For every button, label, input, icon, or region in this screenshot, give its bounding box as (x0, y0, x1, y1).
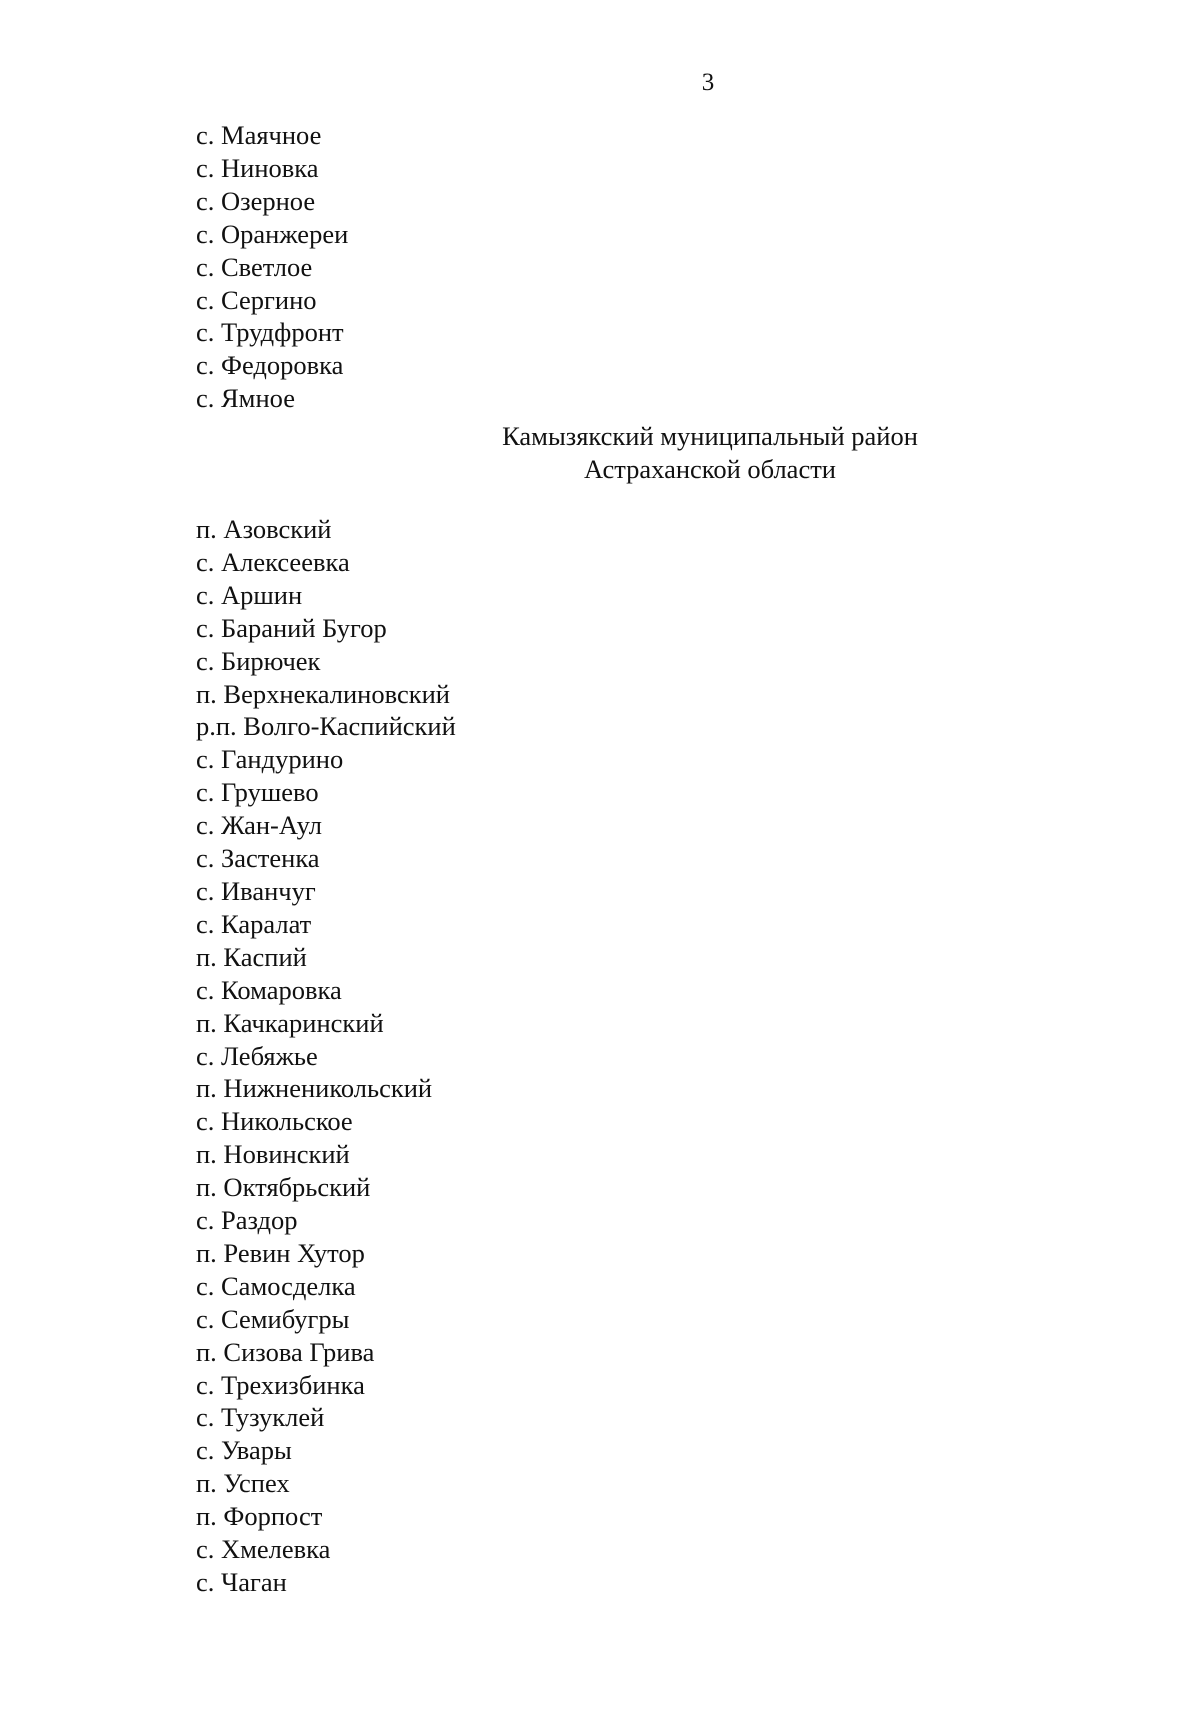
settlement-list-item: п. Верхнекалиновский (196, 678, 450, 709)
settlement-list-item: с. Чаган (196, 1567, 287, 1597)
settlement-list-item: с. Федоровка (196, 350, 344, 381)
district-title-line-2: Астраханской области (584, 454, 836, 484)
settlement-list-item: с. Хмелевка (196, 1534, 331, 1565)
settlement-list-item: с. Ямное (196, 383, 295, 414)
settlement-list-item: с. Грушево (196, 777, 319, 808)
settlement-list-item: с. Жан-Аул (196, 810, 322, 841)
settlement-list-item: п. Ревин Хутор (196, 1237, 365, 1268)
settlement-list-item: с. Аршин (196, 579, 303, 610)
settlement-list-item: с. Застенка (196, 843, 320, 874)
settlement-list-item: п. Октябрьский (196, 1172, 371, 1203)
settlement-list-item: п. Качкаринский (196, 1007, 384, 1038)
settlement-list-item: п. Форпост (196, 1501, 323, 1532)
settlement-list-item: с. Комаровка (196, 974, 342, 1005)
page-number: 3 (701, 69, 715, 96)
district-title-line-1: Камызякский муниципальный район (502, 421, 918, 451)
settlement-list-item: с. Ниновка (196, 152, 319, 183)
settlement-list-item: п. Азовский (196, 514, 332, 544)
settlement-list-item: с. Трудфронт (196, 317, 344, 348)
settlement-list-continued (196, 119, 348, 415)
settlement-list-item: с. Раздор (196, 1205, 298, 1236)
settlement-list-item: с. Самосделка (196, 1270, 356, 1301)
settlement-list-item: п. Успех (196, 1468, 290, 1499)
district-heading (410, 420, 1010, 486)
settlement-list-item: п. Нижненикольский (196, 1073, 433, 1104)
settlement-list-item: с. Каралат (196, 908, 312, 939)
settlement-list-item: п. Каспий (196, 941, 307, 972)
settlement-list-item: п. Сизова Грива (196, 1336, 375, 1367)
settlement-list-item: с. Оранжереи (196, 218, 349, 249)
settlement-list-item: с. Трехизбинка (196, 1369, 365, 1400)
settlement-list-item: с. Светлое (196, 251, 313, 282)
settlement-list-item: с. Маячное (196, 120, 322, 150)
settlement-list-item: с. Сергино (196, 284, 317, 315)
settlement-list-item: с. Бирючек (196, 645, 321, 676)
settlement-list-item: п. Новинский (196, 1139, 350, 1170)
settlement-list-item: с. Увары (196, 1435, 292, 1466)
settlement-list-item: р.п. Волго-Каспийский (196, 711, 456, 742)
settlement-list-item: с. Озерное (196, 185, 316, 216)
settlement-list-item: с. Алексеевка (196, 546, 350, 577)
settlement-list-item: с. Гандурино (196, 744, 344, 775)
settlement-list-item: с. Тузуклей (196, 1402, 325, 1433)
settlement-list-item: с. Иванчуг (196, 875, 316, 906)
settlement-list-item: с. Бараний Бугор (196, 612, 387, 643)
settlement-list-item: с. Лебяжье (196, 1040, 318, 1071)
settlement-list-kamyzyak (196, 513, 456, 1599)
settlement-list-item: с. Никольское (196, 1106, 353, 1137)
settlement-list-item: с. Семибугры (196, 1303, 350, 1334)
